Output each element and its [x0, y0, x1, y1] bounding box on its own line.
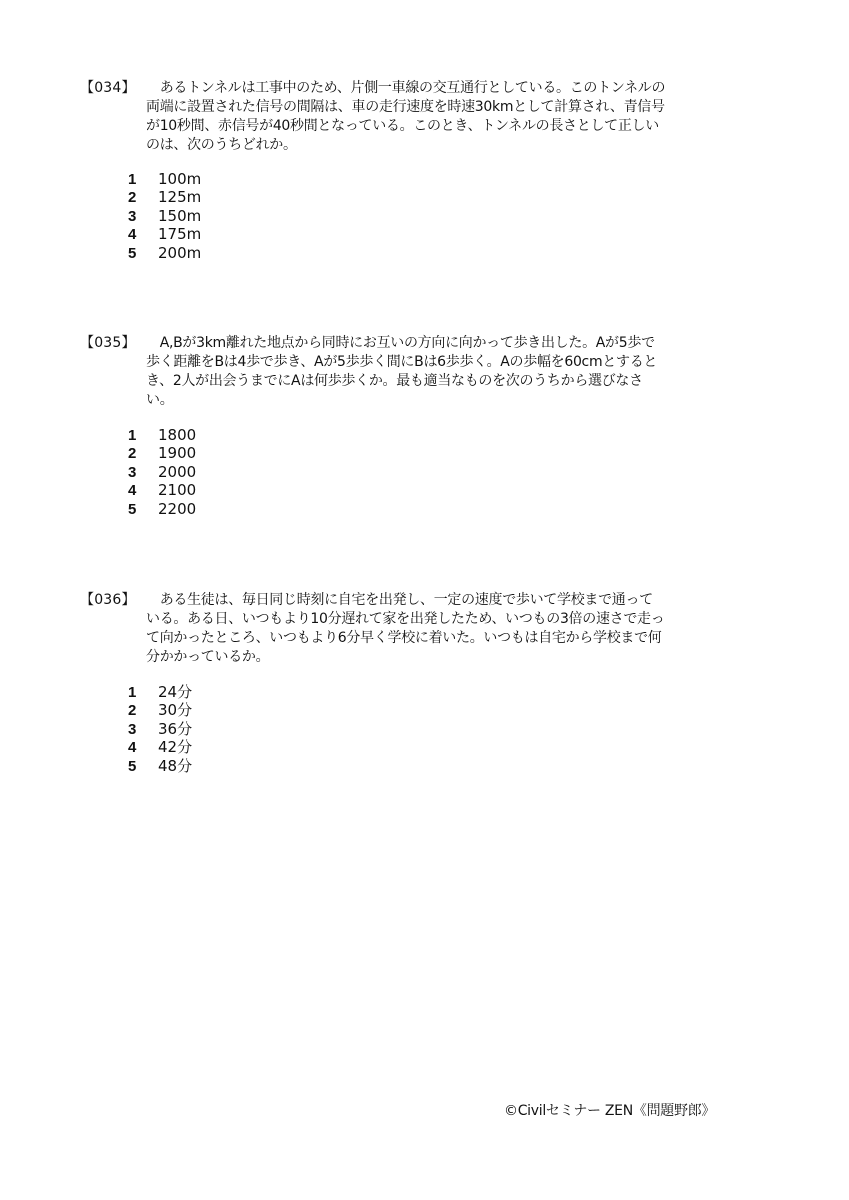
choice-item [128, 463, 196, 481]
choice-list [128, 426, 196, 518]
problem-035 [80, 334, 680, 518]
choice-number: 4 [128, 226, 137, 244]
choice-number: 2 [128, 189, 137, 207]
problem-034 [80, 79, 680, 262]
choice-list [128, 683, 192, 775]
choice-text: 30分 [158, 701, 193, 720]
choice-item [128, 481, 196, 499]
choice-text: 2100 [158, 481, 197, 500]
choice-item [128, 701, 192, 719]
choice-number: 4 [128, 739, 137, 757]
problem-036 [80, 591, 680, 775]
problem-header [80, 591, 680, 667]
choice-text: 100m [158, 170, 202, 188]
choice-item [128, 757, 192, 775]
choice-text: 150m [158, 206, 202, 225]
copyright-notice: ©Civilセミナー ZEN《問題野郎》 [504, 1103, 716, 1119]
problem-statement: ある生徒は、毎日同じ時刻に自宅を出発し、一定の速度で歩いて学校まで通っている。ある日、いつもより10分遅れて家を出発したため、いつもの3倍の速さで走って向かったところ、いつもより6分早く学校に着いた。いつもは自宅から学校まで何分かかっているか。 [146, 592, 665, 665]
problem-number: 【036】 [80, 592, 136, 608]
choice-item [128, 426, 196, 444]
choice-text: 2000 [158, 462, 197, 481]
choice-number: 3 [128, 207, 137, 225]
problem-number: 【034】 [80, 80, 136, 96]
choice-number: 5 [128, 757, 137, 775]
choice-item [128, 444, 196, 462]
choice-item [128, 170, 201, 188]
choice-number: 2 [128, 702, 137, 720]
choice-item [128, 720, 192, 738]
choice-item [128, 500, 196, 518]
problem-header [80, 79, 680, 155]
choice-number: 3 [128, 720, 137, 738]
choice-number: 2 [128, 445, 137, 463]
choice-text: 125m [158, 188, 202, 207]
choice-text: 48分 [158, 756, 193, 775]
choice-text: 2200 [158, 499, 197, 518]
choice-item [128, 244, 201, 262]
choice-text: 175m [158, 225, 202, 244]
choice-list [128, 170, 201, 262]
choice-item [128, 683, 192, 701]
problem-statement: あるトンネルは工事中のため、片側一車線の交互通行としている。このトンネルの両端に設置された信号の間隔は、車の走行速度を時速30kmとして計算され、青信号が10秒間、赤信号が40秒間となっている。このとき、トンネルの長さとして正しいのは、次のうちどれか。 [146, 80, 666, 153]
choice-number: 3 [128, 463, 137, 481]
choice-number: 5 [128, 244, 137, 262]
choice-number: 1 [128, 684, 137, 701]
choice-text: 24分 [158, 683, 193, 701]
choice-item [128, 188, 201, 206]
problem-statement: A,Bが3km離れた地点から同時にお互いの方向に向かって歩き出した。Aが5歩で歩く距離をBは4歩で歩き、Aが5歩歩く間にBは6歩歩く。Aの歩幅を60cmとするとき、2人が出会うまでにAは何歩歩くか。最も適当なものを次のうちから選びなさい。 [146, 335, 658, 408]
choice-text: 36分 [158, 719, 193, 738]
choice-text: 1900 [158, 444, 197, 463]
choice-number: 5 [128, 500, 137, 518]
choice-number: 1 [128, 427, 137, 444]
problem-header [80, 334, 680, 410]
choice-number: 1 [128, 171, 137, 188]
choice-text: 200m [158, 243, 202, 262]
problem-number: 【035】 [80, 335, 136, 351]
choice-text: 42分 [158, 738, 193, 757]
choice-item [128, 225, 201, 243]
choice-item [128, 207, 201, 225]
choice-item [128, 738, 192, 756]
choice-number: 4 [128, 482, 137, 500]
choice-text: 1800 [158, 426, 197, 444]
